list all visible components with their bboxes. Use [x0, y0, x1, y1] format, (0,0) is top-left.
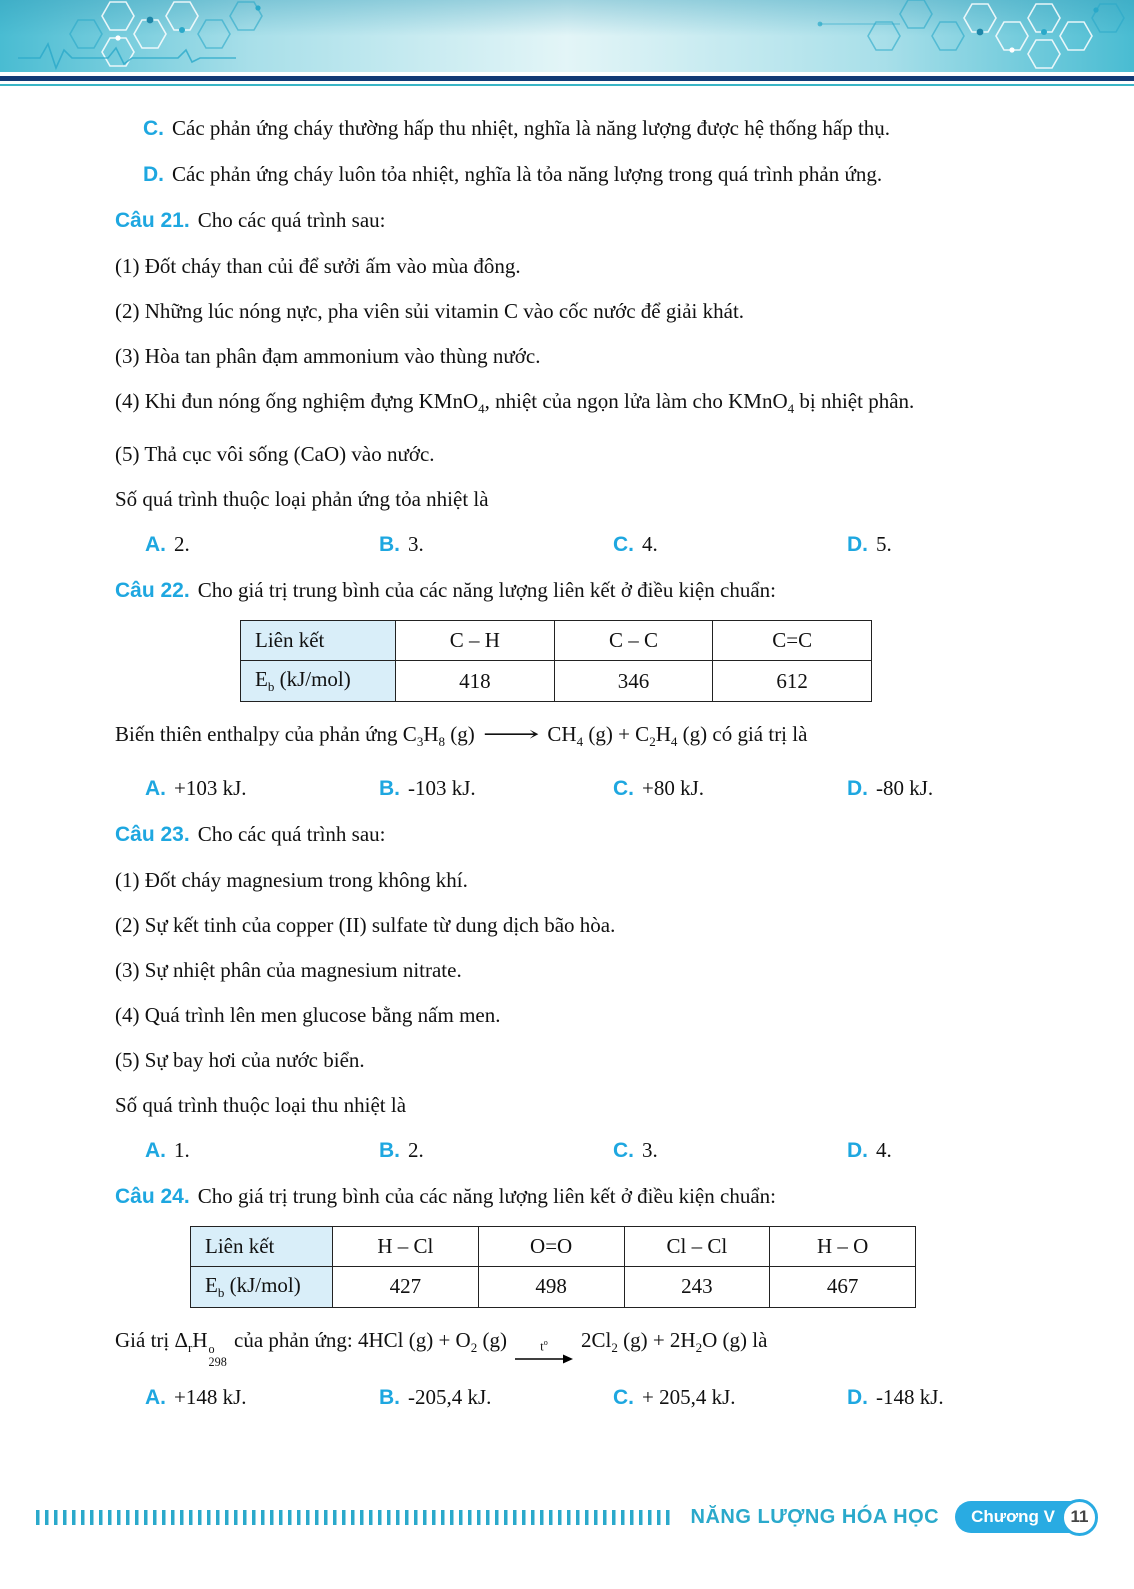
content — [0, 86, 1134, 1414]
table-header-row — [241, 621, 872, 661]
question-intro: Cho giá trị trung bình của các năng lượng liên kết ở điều kiện chuẩn: — [197, 578, 776, 603]
answer-label: C. — [613, 776, 634, 800]
question-number: Câu 24. — [115, 1184, 190, 1208]
right-arrow-icon — [515, 1354, 573, 1364]
answer-option — [613, 772, 847, 805]
answer-option — [613, 528, 847, 561]
process-item: (3) Sự nhiệt phân của magnesium nitrate. — [115, 957, 462, 982]
process-item: (4) Quá trình lên men glucose bằng nấm men. — [115, 1002, 501, 1027]
answer-label: C. — [613, 533, 634, 557]
answer-label: D. — [847, 533, 868, 557]
answer-option — [847, 1381, 1081, 1414]
answer-text: +148 kJ. — [174, 1385, 247, 1410]
answer-text: -148 kJ. — [876, 1385, 944, 1410]
answer-label: B. — [379, 1138, 400, 1162]
process-item: (5) Thả cục vôi sống (CaO) vào nước. — [115, 442, 435, 467]
table-cell: H – Cl — [333, 1226, 479, 1266]
answer-text: 4. — [642, 532, 658, 557]
option-text: Các phản ứng cháy thường hấp thu nhiệt, nghĩa là năng lượng được hệ thống hấp thụ. — [172, 116, 891, 140]
answer-label: D. — [847, 776, 868, 800]
answer-label: C. — [613, 1138, 634, 1162]
answer-option — [847, 528, 1081, 561]
footer-chapter-title: NĂNG LƯỢNG HÓA HỌC — [690, 1505, 940, 1528]
table-cell: C – C — [554, 621, 713, 661]
equation-after: $2Cl_2$ $(g) + 2H_2O$ (g) là — [580, 1327, 768, 1355]
q24-equation — [115, 1324, 1090, 1369]
header-rule-navy — [0, 76, 1134, 81]
question-text: Số quá trình thuộc loại phản ứng tỏa nhiệt là — [115, 487, 489, 512]
bond-energy-table-q24 — [190, 1226, 916, 1308]
answer-text: 3. — [408, 532, 424, 557]
question-24-heading — [115, 1180, 1090, 1213]
table-cell: 612 — [713, 661, 872, 702]
table-cell: 243 — [624, 1266, 770, 1307]
question-intro: Cho các quá trình sau: — [197, 208, 386, 232]
answer-row — [115, 1134, 1090, 1167]
process-item: (1) Đốt cháy than củi để sưởi ấm vào mùa đông. — [115, 254, 521, 278]
chapter-label: Chương V — [971, 1507, 1055, 1526]
answer-text: 5. — [876, 532, 892, 557]
table-cell: Liên kết — [241, 621, 396, 661]
option-label: C. — [143, 117, 164, 140]
answer-text: +103 kJ. — [174, 775, 247, 800]
table-cell: 418 — [396, 661, 555, 702]
table-cell: Cl – Cl — [624, 1226, 770, 1266]
answer-option — [847, 772, 1081, 805]
table-cell: $E_b$ (kJ/mol) — [191, 1266, 333, 1307]
question-intro: Cho các quá trình sau: — [197, 821, 386, 846]
answer-label: B. — [379, 533, 400, 557]
answer-text: + 205,4 kJ. — [642, 1385, 736, 1410]
question-number: Câu 23. — [115, 822, 190, 846]
question-22-heading — [115, 574, 1090, 607]
answer-option — [379, 528, 613, 561]
answer-text: 3. — [642, 1137, 658, 1162]
answer-text: 2. — [408, 1137, 424, 1162]
answer-text: 2. — [174, 532, 190, 557]
answer-label: C. — [613, 1386, 634, 1410]
answer-option — [613, 1134, 847, 1167]
table-value-row — [241, 661, 872, 702]
question-number: Câu 22. — [115, 579, 190, 603]
table-cell: O=O — [478, 1226, 624, 1266]
answer-row — [115, 528, 1090, 561]
table-value-row — [191, 1266, 916, 1307]
answer-option — [145, 528, 379, 561]
table-cell: Liên kết — [191, 1226, 333, 1266]
process-item: (2) Những lúc nóng nực, pha viên sủi vitamin C vào cốc nước để giải khát. — [115, 299, 745, 323]
table-header-row — [191, 1226, 916, 1266]
answer-text: 1. — [174, 1137, 190, 1162]
process-item: (2) Sự kết tinh của copper (II) sulfate từ dung dịch bão hòa. — [115, 912, 616, 937]
answer-option — [379, 1134, 613, 1167]
option-text: Các phản ứng cháy luôn tỏa nhiệt, nghĩa là tỏa năng lượng trong quá trình phản ứng. — [172, 162, 883, 186]
option-label: D. — [143, 163, 164, 186]
page-number-badge: 11 — [1061, 1499, 1098, 1536]
answer-option — [145, 1381, 379, 1414]
bond-energy-table-q22 — [240, 620, 872, 702]
answer-label: A. — [145, 1386, 166, 1410]
equation-before: Giá trị $\Delta_rH$ o 298 của phản ứng: 4HCl $(g) + O_2$ (g) — [115, 1327, 507, 1369]
reaction-arrow — [515, 1339, 573, 1364]
answer-text: -80 kJ. — [876, 775, 934, 800]
question-text: Số quá trình thuộc loại thu nhiệt là — [115, 1092, 407, 1117]
option-line-c — [115, 112, 1090, 145]
question-text: Biến thiên enthalpy của phản ứng $C_3H_8$ (g) ⟶ $CH_4$ $(g) + C_2H_4$ (g) có giá trị là — [115, 722, 808, 750]
process-item: (4) Khi đun nóng ống nghiệm đựng KMnO$_4$, nhiệt của ngọn lửa làm cho KMnO$_4$ bị nhiệt phân. — [115, 389, 915, 417]
answer-text: -103 kJ. — [408, 775, 476, 800]
answer-row — [115, 772, 1090, 805]
question-intro: Cho giá trị trung bình của các năng lượng liên kết ở điều kiện chuẩn: — [197, 1183, 776, 1208]
process-item: (5) Sự bay hơi của nước biển. — [115, 1047, 365, 1072]
question-number: Câu 21. — [115, 209, 190, 232]
answer-label: D. — [847, 1386, 868, 1410]
answer-option — [145, 772, 379, 805]
answer-label: B. — [379, 776, 400, 800]
table-cell: 498 — [478, 1266, 624, 1307]
answer-text: +80 kJ. — [642, 775, 705, 800]
answer-option — [145, 1134, 379, 1167]
table-cell: C – H — [396, 621, 555, 661]
page-footer — [0, 1497, 1134, 1537]
footer-decorative-bars — [36, 1510, 673, 1525]
table-cell: H – O — [770, 1226, 916, 1266]
answer-label: A. — [145, 1138, 166, 1162]
table-cell: C=C — [713, 621, 872, 661]
answer-label: D. — [847, 1138, 868, 1162]
option-line-d — [115, 158, 1090, 191]
answer-text: -205,4 kJ. — [408, 1385, 492, 1410]
answer-option — [379, 1381, 613, 1414]
process-item: (1) Đốt cháy magnesium trong không khí. — [115, 867, 468, 892]
answer-label: A. — [145, 776, 166, 800]
table-cell: $E_b$ (kJ/mol) — [241, 661, 396, 702]
answer-label: A. — [145, 533, 166, 557]
process-item: (3) Hòa tan phân đạm ammonium vào thùng nước. — [115, 344, 541, 368]
table-cell: 346 — [554, 661, 713, 702]
answer-option — [847, 1134, 1081, 1167]
question-21-heading — [115, 204, 1090, 237]
answer-option — [613, 1381, 847, 1414]
header-molecule-art — [0, 0, 1134, 72]
table-cell: 467 — [770, 1266, 916, 1307]
answer-text: 4. — [876, 1137, 892, 1162]
answer-label: B. — [379, 1386, 400, 1410]
arrow-condition-label: $t^o$ — [540, 1338, 548, 1354]
table-cell: 427 — [333, 1266, 479, 1307]
answer-row — [115, 1381, 1090, 1414]
question-23-heading — [115, 818, 1090, 851]
answer-option — [379, 772, 613, 805]
